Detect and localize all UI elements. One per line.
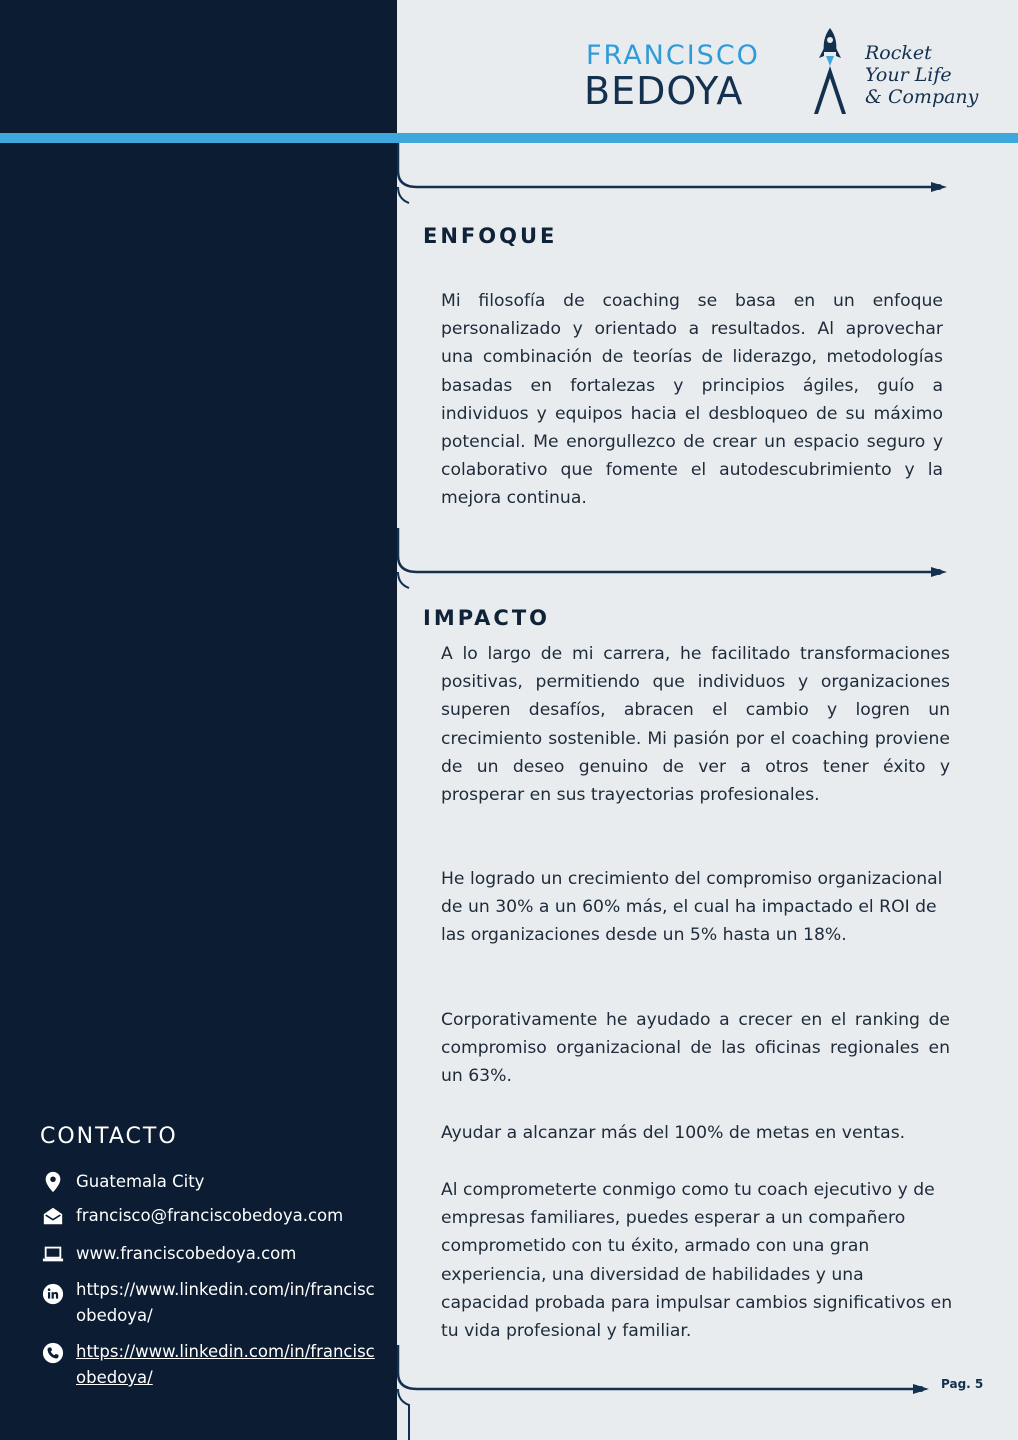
phone-link[interactable]: https://www.linkedin.com/in/franciscobedoya/	[76, 1342, 375, 1387]
phone-icon	[42, 1342, 64, 1364]
tagline-line: Rocket	[865, 42, 932, 64]
envelope-icon	[42, 1205, 64, 1227]
timeline-divider	[397, 1345, 957, 1440]
contact-phone[interactable]	[40, 1339, 375, 1391]
page-number: Pag. 5	[941, 1377, 984, 1391]
email-link[interactable]: francisco@franciscobedoya.com	[76, 1206, 344, 1225]
contact-location	[40, 1169, 370, 1195]
brand-logo	[584, 26, 984, 121]
tagline-line: Your Life	[865, 64, 952, 86]
timeline-divider	[397, 143, 957, 213]
location-pin-icon	[42, 1171, 64, 1193]
logo-first-name: FRANCISCO	[586, 40, 760, 71]
impacto-paragraph: He logrado un crecimiento del compromiso organizacional de un 30% a un 60% más, el cual ha impactado el ROI de las organizaciones desde un 5% hasta un 18%.	[441, 869, 943, 946]
header-accent-band	[0, 133, 1018, 143]
impacto-paragraph: A lo largo de mi carrera, he facilitado transformaciones positivas, permitiendo que individuos y organizaciones superen desafíos, abracen el cambio y logren un crecimiento sostenible. Mi pasión por el coaching proviene de un deseo genuino de ver a otros tener éxito y prosperar en sus trayectorias profesionales.	[441, 644, 950, 806]
website-link[interactable]: www.franciscobedoya.com	[76, 1244, 297, 1263]
logo-last-name: BEDOYA	[584, 69, 744, 113]
contact-website[interactable]	[40, 1241, 370, 1267]
enfoque-paragraph: Mi filosofía de coaching se basa en un enfoque personalizado y orientado a resultados. Al aprovechar una combinación de teorías de liderazgo, metodologías basadas en fortalezas y principios ágiles, guío a individuos y equipos hacia el desbloqueo de su máximo potencial. Me enorgullezco de crear un espacio seguro y colaborativo que fomente el autodescubrimiento y la mejora continua.	[441, 291, 943, 509]
contact-linkedin[interactable]	[40, 1277, 375, 1329]
linkedin-icon	[42, 1283, 64, 1305]
impacto-paragraph: Corporativamente he ayudado a crecer en el ranking de compromiso organizacional de las oficinas regionales en un 63%.	[441, 1010, 950, 1087]
location-text: Guatemala City	[76, 1172, 205, 1191]
timeline-divider	[397, 528, 957, 598]
section-title-enfoque: ENFOQUE	[423, 224, 558, 248]
impacto-paragraph: Ayudar a alcanzar más del 100% de metas en ventas.	[441, 1123, 906, 1143]
impacto-paragraph: Al comprometerte conmigo como tu coach ejecutivo y de empresas familiares, puedes esperar a un compañero comprometido con tu éxito, armado con una gran experiencia, una diversidad de habilidades y una capacidad probada para impulsar cambios significativos en tu vida profesional y familiar.	[441, 1180, 953, 1342]
laptop-icon	[42, 1243, 64, 1265]
linkedin-link[interactable]: https://www.linkedin.com/in/franciscobedoya/	[76, 1280, 375, 1325]
rocket-icon	[810, 26, 850, 118]
logo-tagline	[865, 42, 978, 108]
contact-title: CONTACTO	[40, 1124, 178, 1149]
section-title-impacto: IMPACTO	[423, 606, 551, 630]
tagline-line: & Company	[865, 86, 979, 108]
contact-email[interactable]	[40, 1203, 370, 1229]
